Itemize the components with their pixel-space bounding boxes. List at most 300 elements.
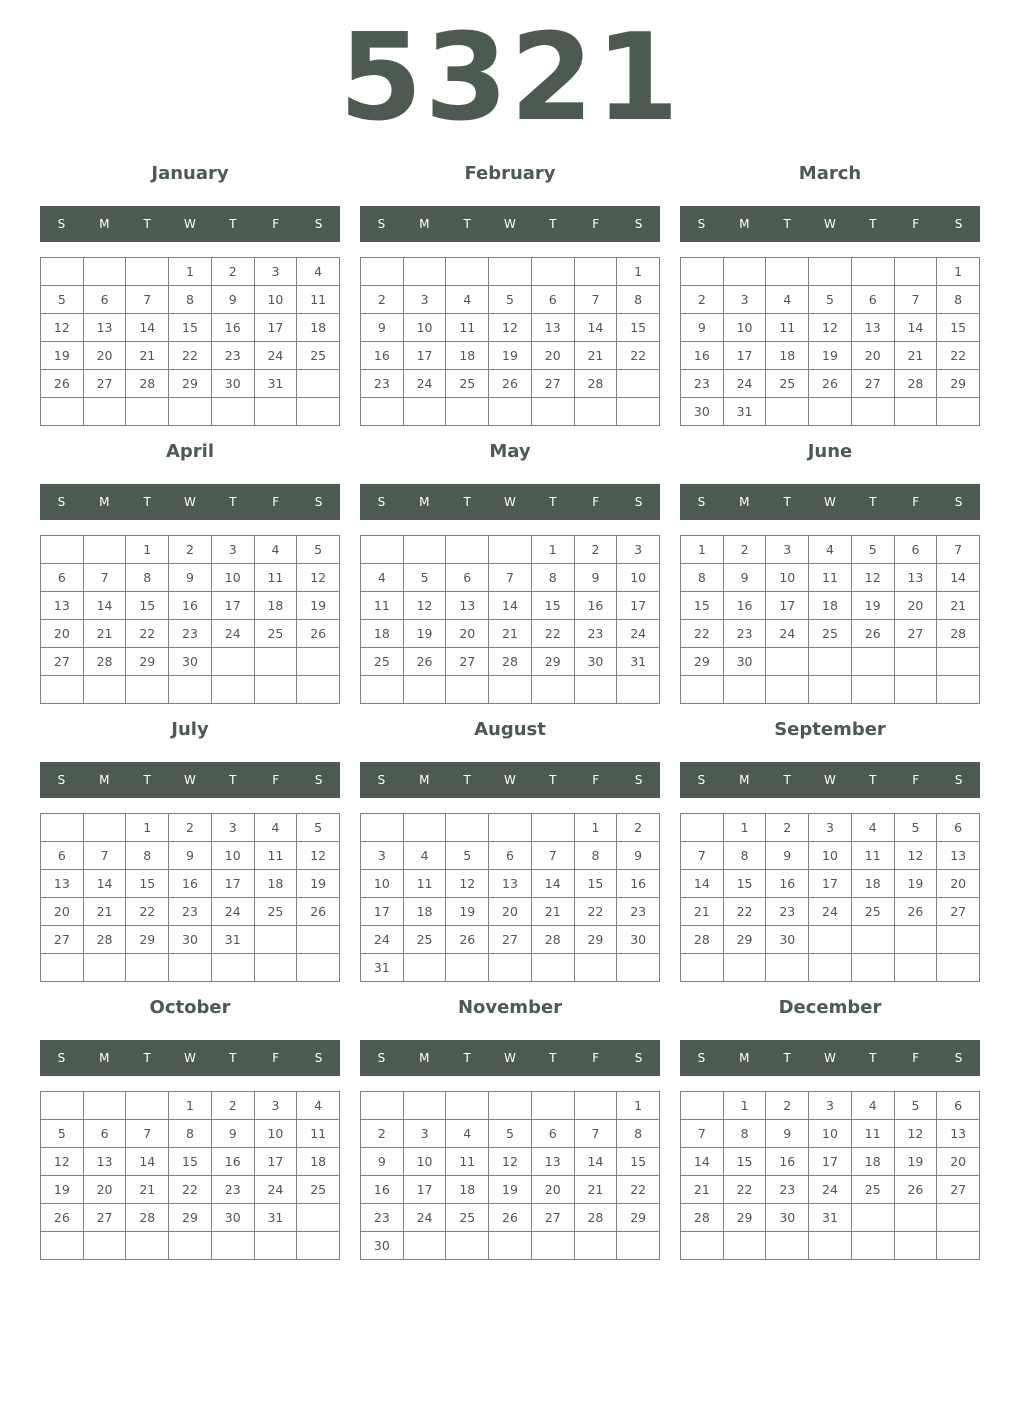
empty-day-cell	[446, 1092, 489, 1120]
weekday-label: S	[57, 773, 66, 787]
day-cell: 3	[809, 814, 852, 842]
empty-day-cell	[937, 1204, 980, 1232]
day-cell: 12	[297, 564, 340, 592]
day-cell: 22	[724, 898, 767, 926]
day-grid	[40, 1091, 340, 1260]
day-cell: 1	[617, 258, 660, 286]
day-cell: 27	[489, 926, 532, 954]
day-cell: 21	[84, 898, 127, 926]
day-cell: 25	[255, 898, 298, 926]
day-grid	[360, 813, 660, 982]
month-september	[680, 706, 980, 984]
day-cell: 21	[575, 1176, 618, 1204]
day-cell: 30	[681, 398, 724, 426]
day-cell: 21	[937, 592, 980, 620]
day-cell: 4	[404, 842, 447, 870]
day-cell: 5	[489, 286, 532, 314]
day-cell: 31	[361, 954, 404, 982]
day-cell: 5	[809, 286, 852, 314]
weekday-label: T	[783, 495, 791, 509]
day-cell: 4	[255, 814, 298, 842]
day-cell: 6	[489, 842, 532, 870]
day-cell: 24	[404, 370, 447, 398]
day-cell: 3	[361, 842, 404, 870]
empty-day-cell	[84, 398, 127, 426]
day-cell: 1	[126, 536, 169, 564]
day-cell: 5	[489, 1120, 532, 1148]
weekday-label: F	[592, 217, 600, 231]
day-cell: 12	[446, 870, 489, 898]
day-cell: 22	[575, 898, 618, 926]
day-cell: 5	[297, 814, 340, 842]
day-cell: 12	[41, 314, 84, 342]
day-cell: 24	[255, 1176, 298, 1204]
day-cell: 16	[361, 342, 404, 370]
day-cell: 23	[766, 898, 809, 926]
day-cell: 29	[937, 370, 980, 398]
day-cell: 13	[41, 592, 84, 620]
day-cell: 25	[297, 342, 340, 370]
weekday-label: T	[783, 1051, 791, 1065]
empty-day-cell	[41, 258, 84, 286]
day-cell: 9	[169, 564, 212, 592]
day-cell: 28	[681, 1204, 724, 1232]
empty-day-cell	[212, 648, 255, 676]
weekday-header	[680, 762, 980, 798]
day-cell: 2	[766, 814, 809, 842]
weekday-label: S	[314, 217, 323, 231]
day-cell: 17	[361, 898, 404, 926]
weekday-label: W	[824, 217, 836, 231]
weekday-label: S	[697, 217, 706, 231]
day-cell: 31	[809, 1204, 852, 1232]
empty-day-cell	[446, 954, 489, 982]
empty-day-cell	[937, 926, 980, 954]
day-cell: 8	[617, 286, 660, 314]
day-cell: 28	[126, 370, 169, 398]
weekday-header	[40, 762, 340, 798]
empty-day-cell	[404, 676, 447, 704]
weekday-label: S	[634, 217, 643, 231]
empty-day-cell	[852, 648, 895, 676]
empty-day-cell	[297, 676, 340, 704]
day-cell: 11	[446, 314, 489, 342]
day-cell: 4	[852, 814, 895, 842]
empty-day-cell	[84, 814, 127, 842]
day-cell: 26	[809, 370, 852, 398]
empty-day-cell	[852, 926, 895, 954]
day-cell: 19	[895, 1148, 938, 1176]
day-cell: 23	[212, 1176, 255, 1204]
day-cell: 1	[724, 814, 767, 842]
empty-day-cell	[212, 398, 255, 426]
day-cell: 11	[852, 1120, 895, 1148]
day-cell: 10	[809, 842, 852, 870]
empty-day-cell	[681, 676, 724, 704]
empty-day-cell	[126, 258, 169, 286]
day-grid	[680, 257, 980, 426]
day-cell: 14	[532, 870, 575, 898]
weekday-label: T	[783, 217, 791, 231]
month-name: June	[807, 441, 853, 462]
day-cell: 5	[404, 564, 447, 592]
empty-day-cell	[255, 926, 298, 954]
weekday-label: F	[592, 1051, 600, 1065]
day-cell: 18	[404, 898, 447, 926]
day-cell: 6	[532, 286, 575, 314]
day-cell: 8	[681, 564, 724, 592]
empty-day-cell	[297, 926, 340, 954]
empty-day-cell	[766, 398, 809, 426]
day-cell: 11	[766, 314, 809, 342]
day-cell: 13	[532, 1148, 575, 1176]
empty-day-cell	[446, 258, 489, 286]
day-cell: 14	[575, 314, 618, 342]
empty-day-cell	[895, 648, 938, 676]
weekday-label: W	[824, 495, 836, 509]
day-cell: 17	[766, 592, 809, 620]
day-cell: 24	[212, 898, 255, 926]
empty-day-cell	[937, 648, 980, 676]
day-cell: 23	[169, 620, 212, 648]
day-cell: 16	[575, 592, 618, 620]
weekday-label: S	[377, 1051, 386, 1065]
empty-day-cell	[489, 676, 532, 704]
empty-day-cell	[297, 1232, 340, 1260]
day-cell: 6	[937, 1092, 980, 1120]
month-name: October	[149, 997, 231, 1018]
day-cell: 2	[575, 536, 618, 564]
weekday-label: S	[57, 1051, 66, 1065]
day-cell: 27	[84, 1204, 127, 1232]
weekday-label: F	[912, 1051, 920, 1065]
day-cell: 1	[169, 258, 212, 286]
empty-day-cell	[255, 648, 298, 676]
day-cell: 23	[575, 620, 618, 648]
day-cell: 2	[681, 286, 724, 314]
weekday-label: S	[314, 495, 323, 509]
day-cell: 16	[681, 342, 724, 370]
empty-day-cell	[84, 258, 127, 286]
day-grid	[680, 813, 980, 982]
day-cell: 6	[84, 1120, 127, 1148]
weekday-header	[680, 484, 980, 520]
day-grid	[360, 1091, 660, 1260]
day-cell: 19	[446, 898, 489, 926]
day-cell: 18	[852, 870, 895, 898]
weekday-label: T	[143, 773, 151, 787]
empty-day-cell	[126, 1092, 169, 1120]
weekday-label: T	[143, 217, 151, 231]
day-cell: 2	[724, 536, 767, 564]
empty-day-cell	[404, 954, 447, 982]
empty-day-cell	[41, 536, 84, 564]
day-cell: 13	[489, 870, 532, 898]
day-cell: 22	[681, 620, 724, 648]
empty-day-cell	[532, 814, 575, 842]
empty-day-cell	[361, 398, 404, 426]
day-cell: 16	[169, 592, 212, 620]
weekday-label: F	[272, 773, 280, 787]
weekday-header	[360, 206, 660, 242]
day-cell: 14	[84, 870, 127, 898]
day-cell: 22	[617, 342, 660, 370]
empty-day-cell	[895, 258, 938, 286]
weekday-label: M	[419, 217, 430, 231]
empty-day-cell	[937, 954, 980, 982]
day-cell: 1	[937, 258, 980, 286]
day-cell: 16	[766, 1148, 809, 1176]
empty-day-cell	[681, 1092, 724, 1120]
day-cell: 14	[895, 314, 938, 342]
day-cell: 25	[852, 898, 895, 926]
empty-day-cell	[852, 1204, 895, 1232]
day-cell: 16	[169, 870, 212, 898]
day-cell: 28	[84, 648, 127, 676]
day-cell: 3	[766, 536, 809, 564]
day-cell: 15	[169, 314, 212, 342]
year-title: 5321	[339, 9, 681, 148]
day-cell: 9	[361, 1148, 404, 1176]
day-cell: 12	[809, 314, 852, 342]
day-cell: 20	[446, 620, 489, 648]
day-cell: 7	[84, 564, 127, 592]
day-cell: 18	[255, 870, 298, 898]
day-cell: 14	[575, 1148, 618, 1176]
weekday-label: M	[739, 217, 750, 231]
day-cell: 9	[766, 1120, 809, 1148]
day-cell: 20	[84, 342, 127, 370]
day-cell: 18	[446, 342, 489, 370]
day-cell: 23	[212, 342, 255, 370]
weekday-label: F	[272, 495, 280, 509]
day-cell: 7	[532, 842, 575, 870]
day-cell: 16	[361, 1176, 404, 1204]
day-cell: 6	[937, 814, 980, 842]
empty-day-cell	[489, 814, 532, 842]
empty-day-cell	[532, 1092, 575, 1120]
day-cell: 5	[446, 842, 489, 870]
empty-day-cell	[84, 954, 127, 982]
empty-day-cell	[766, 1232, 809, 1260]
day-cell: 19	[404, 620, 447, 648]
month-name: July	[171, 719, 209, 740]
empty-day-cell	[489, 1232, 532, 1260]
day-cell: 25	[446, 1204, 489, 1232]
weekday-label: W	[504, 495, 516, 509]
day-cell: 27	[41, 648, 84, 676]
weekday-label: S	[57, 495, 66, 509]
day-cell: 4	[446, 1120, 489, 1148]
day-cell: 30	[212, 1204, 255, 1232]
day-cell: 15	[937, 314, 980, 342]
weekday-label: S	[377, 495, 386, 509]
day-cell: 27	[446, 648, 489, 676]
day-cell: 27	[895, 620, 938, 648]
day-cell: 3	[255, 258, 298, 286]
day-cell: 2	[361, 1120, 404, 1148]
day-cell: 20	[41, 898, 84, 926]
day-cell: 7	[84, 842, 127, 870]
day-cell: 8	[937, 286, 980, 314]
day-cell: 20	[852, 342, 895, 370]
weekday-label: S	[377, 773, 386, 787]
weekday-label: F	[272, 217, 280, 231]
day-cell: 7	[126, 286, 169, 314]
weekday-label: T	[783, 773, 791, 787]
weekday-label: S	[634, 773, 643, 787]
day-cell: 22	[724, 1176, 767, 1204]
weekday-header	[360, 1040, 660, 1076]
day-cell: 26	[489, 370, 532, 398]
weekday-header	[40, 484, 340, 520]
empty-day-cell	[126, 676, 169, 704]
weekday-label: S	[954, 773, 963, 787]
month-august	[360, 706, 660, 984]
weekday-header	[680, 206, 980, 242]
empty-day-cell	[575, 1232, 618, 1260]
day-cell: 16	[766, 870, 809, 898]
empty-day-cell	[681, 1232, 724, 1260]
day-cell: 23	[361, 370, 404, 398]
day-cell: 8	[617, 1120, 660, 1148]
day-cell: 1	[575, 814, 618, 842]
day-cell: 31	[255, 1204, 298, 1232]
empty-day-cell	[297, 370, 340, 398]
month-july	[40, 706, 340, 984]
empty-day-cell	[212, 954, 255, 982]
empty-day-cell	[212, 676, 255, 704]
empty-day-cell	[84, 1092, 127, 1120]
day-cell: 26	[895, 1176, 938, 1204]
weekday-label: W	[824, 773, 836, 787]
empty-day-cell	[575, 258, 618, 286]
empty-day-cell	[937, 398, 980, 426]
day-cell: 14	[126, 314, 169, 342]
weekday-label: S	[697, 1051, 706, 1065]
day-cell: 8	[575, 842, 618, 870]
day-cell: 1	[617, 1092, 660, 1120]
weekday-label: T	[463, 1051, 471, 1065]
day-cell: 28	[575, 370, 618, 398]
empty-day-cell	[126, 954, 169, 982]
weekday-label: T	[229, 217, 237, 231]
day-cell: 22	[126, 620, 169, 648]
day-cell: 10	[617, 564, 660, 592]
day-cell: 15	[169, 1148, 212, 1176]
weekday-label: M	[99, 495, 110, 509]
weekday-header	[40, 1040, 340, 1076]
weekday-label: S	[634, 1051, 643, 1065]
day-cell: 14	[126, 1148, 169, 1176]
day-cell: 12	[852, 564, 895, 592]
day-cell: 10	[361, 870, 404, 898]
empty-day-cell	[361, 258, 404, 286]
day-cell: 12	[489, 314, 532, 342]
day-cell: 14	[937, 564, 980, 592]
weekday-label: T	[463, 217, 471, 231]
day-cell: 7	[895, 286, 938, 314]
day-cell: 13	[84, 314, 127, 342]
month-name: January	[151, 163, 229, 184]
day-cell: 14	[489, 592, 532, 620]
weekday-label: S	[57, 217, 66, 231]
weekday-label: T	[549, 495, 557, 509]
day-cell: 5	[895, 1092, 938, 1120]
empty-day-cell	[724, 258, 767, 286]
day-cell: 2	[617, 814, 660, 842]
day-cell: 24	[809, 898, 852, 926]
weekday-label: T	[229, 1051, 237, 1065]
day-cell: 15	[724, 1148, 767, 1176]
day-cell: 13	[532, 314, 575, 342]
day-cell: 17	[212, 592, 255, 620]
day-cell: 10	[255, 286, 298, 314]
day-cell: 3	[212, 814, 255, 842]
empty-day-cell	[126, 398, 169, 426]
empty-day-cell	[809, 648, 852, 676]
day-cell: 29	[169, 1204, 212, 1232]
day-cell: 2	[361, 286, 404, 314]
empty-day-cell	[617, 370, 660, 398]
day-cell: 3	[724, 286, 767, 314]
empty-day-cell	[169, 676, 212, 704]
day-cell: 22	[532, 620, 575, 648]
empty-day-cell	[41, 1232, 84, 1260]
day-cell: 27	[852, 370, 895, 398]
day-cell: 10	[212, 564, 255, 592]
day-grid	[40, 813, 340, 982]
weekday-label: S	[697, 495, 706, 509]
day-cell: 25	[404, 926, 447, 954]
day-cell: 12	[489, 1148, 532, 1176]
empty-day-cell	[809, 954, 852, 982]
day-cell: 24	[404, 1204, 447, 1232]
day-cell: 21	[126, 342, 169, 370]
day-cell: 14	[84, 592, 127, 620]
weekday-label: T	[143, 495, 151, 509]
day-cell: 5	[41, 1120, 84, 1148]
weekday-header	[360, 762, 660, 798]
day-cell: 6	[41, 564, 84, 592]
weekday-label: W	[504, 1051, 516, 1065]
day-cell: 25	[255, 620, 298, 648]
day-cell: 3	[404, 1120, 447, 1148]
empty-day-cell	[404, 814, 447, 842]
empty-day-cell	[169, 1232, 212, 1260]
day-cell: 29	[169, 370, 212, 398]
empty-day-cell	[809, 1232, 852, 1260]
empty-day-cell	[895, 676, 938, 704]
empty-day-cell	[895, 1232, 938, 1260]
day-cell: 8	[126, 842, 169, 870]
day-cell: 9	[212, 286, 255, 314]
weekday-header	[40, 206, 340, 242]
day-cell: 17	[255, 314, 298, 342]
weekday-label: S	[314, 1051, 323, 1065]
day-cell: 26	[297, 898, 340, 926]
weekday-label: W	[184, 1051, 196, 1065]
day-cell: 2	[212, 1092, 255, 1120]
empty-day-cell	[937, 676, 980, 704]
empty-day-cell	[404, 536, 447, 564]
day-cell: 10	[404, 1148, 447, 1176]
day-cell: 15	[126, 592, 169, 620]
day-grid	[680, 1091, 980, 1260]
empty-day-cell	[766, 648, 809, 676]
empty-day-cell	[809, 398, 852, 426]
weekday-label: M	[419, 495, 430, 509]
